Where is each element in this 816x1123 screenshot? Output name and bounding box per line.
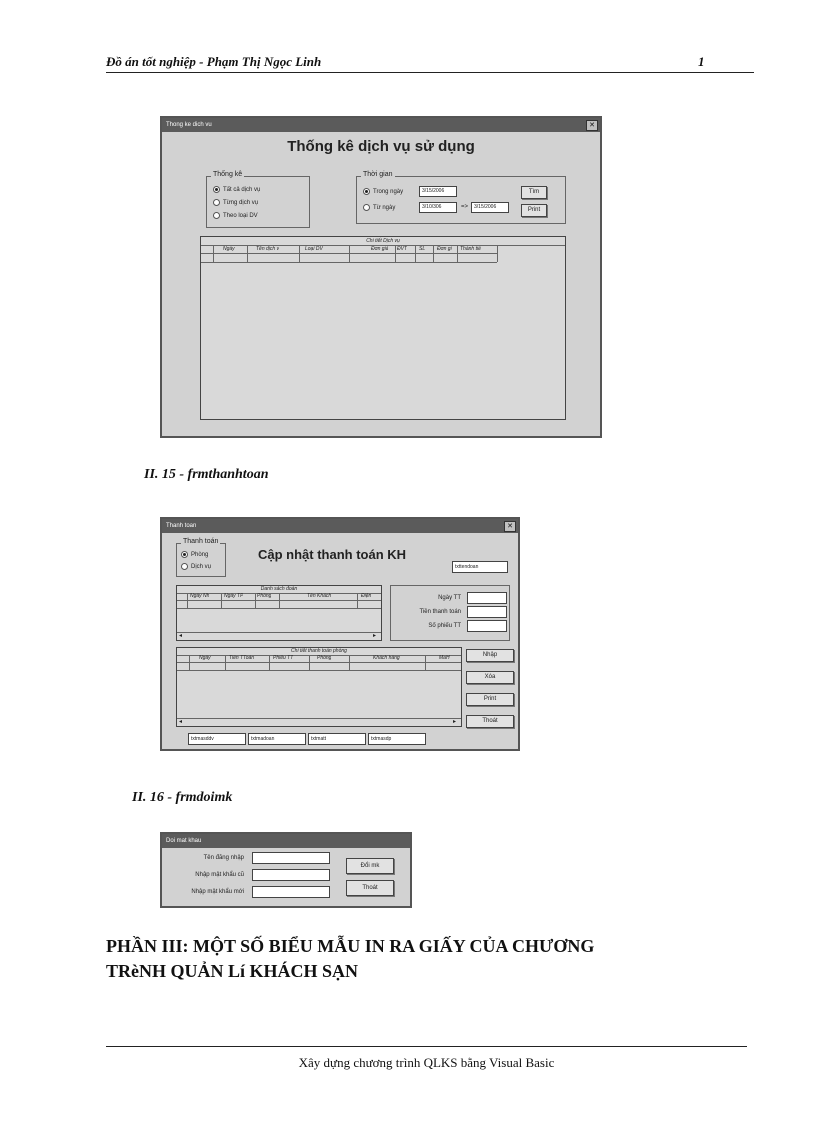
grid-column-header: MaH	[439, 655, 450, 661]
page-number: 1	[698, 54, 705, 69]
grid-column-header: SL	[419, 246, 426, 252]
form-thongke-title: Thong ke dich vu	[166, 122, 212, 128]
form-doimk-titlebar	[162, 834, 410, 848]
radio-selected-icon	[213, 186, 220, 193]
mat-khau-cu-input[interactable]	[252, 869, 330, 881]
xoa-button[interactable]: Xóa	[466, 671, 514, 684]
section-heading-line2: TRèNH QUẢN Lí KHÁCH SẠN	[106, 961, 359, 981]
date-to-input[interactable]: 3/15/2006	[471, 202, 509, 213]
thanhtoan-info-box	[390, 585, 510, 641]
so-phieu-tt-input[interactable]	[467, 620, 507, 632]
option-tat-ca-dich-vu[interactable]: Tất cả dịch vụ	[213, 186, 260, 193]
grid-column-header: Tên Khách	[307, 593, 332, 599]
page-footer: Xây dựng chương trình QLKS bằng Visual Basic	[298, 1055, 555, 1070]
ngaytt-input[interactable]	[467, 592, 507, 604]
form-thanhtoan-heading: Cập nhật thanh toán KH	[258, 547, 407, 562]
radio-icon	[213, 212, 220, 219]
ngaytt-label: Ngày TT	[438, 595, 461, 601]
form-doimk-window	[160, 832, 412, 908]
grid-column-header: Tiền TToán	[229, 655, 255, 661]
doi-mk-button[interactable]: Đổi mk	[346, 858, 394, 874]
grid-column-header: Thành tiề	[460, 246, 481, 252]
option-tung-dich-vu[interactable]: Từng dịch vụ	[213, 199, 258, 206]
danhsach-doan-grid[interactable]	[176, 585, 382, 641]
grid-column-header: Điện	[361, 593, 372, 599]
grid-column-header: Phòng	[257, 593, 272, 599]
grid-column-header: Phiếu TT	[273, 655, 294, 661]
close-icon[interactable]: ✕	[586, 120, 598, 131]
masddv-input[interactable]: txtmasddv	[188, 733, 246, 745]
form-thanhtoan-titlebar	[162, 519, 518, 533]
scroll-right-icon[interactable]: ▸	[373, 633, 377, 639]
tien-thanh-toan-label: Tiền thanh toán	[419, 609, 461, 615]
thanhtoan-group-label: Thanh toán	[183, 538, 219, 545]
thoigian-group-label: Thời gian	[363, 171, 393, 178]
chitiet-dichvu-grid[interactable]	[200, 236, 566, 420]
ten-dang-nhap-label: Tên đăng nhập	[203, 855, 244, 861]
section-heading	[106, 934, 746, 984]
thongke-group-label: Thống kê	[213, 171, 243, 178]
print-button[interactable]: Print	[466, 693, 514, 706]
thoigian-groupbox	[356, 171, 566, 224]
so-phieu-tt-label: Số phiếu TT	[428, 623, 461, 629]
mat-khau-moi-label: Nhập mật khẩu mới	[191, 889, 244, 895]
section-heading-line1: PHẦN III: MỘT SỐ BIỂU MẪU IN RA GIẤY CỦA CHƯƠNG	[106, 936, 595, 956]
grid-column-header: Loại DV	[305, 246, 323, 252]
date-single-input[interactable]: 3/15/2006	[419, 186, 457, 197]
grid-column-header: Đơn gi	[437, 246, 452, 252]
scroll-left-icon[interactable]: ◂	[179, 633, 183, 639]
tim-button[interactable]: Tìm	[521, 186, 547, 199]
page-header-title: Đồ án tốt nghiệp - Phạm Thị Ngọc Linh	[106, 54, 322, 69]
thanhtoan-groupbox	[176, 538, 226, 577]
date-from-input[interactable]: 3/10/306	[419, 202, 457, 213]
chitiet-thanhtoan-grid[interactable]	[176, 647, 462, 727]
radio-icon	[181, 563, 188, 570]
grid-caption: Chi tiết Dịch vụ	[366, 238, 400, 244]
matt-input[interactable]: txtmatt	[308, 733, 366, 745]
form-thanhtoan-window	[160, 517, 520, 751]
thongke-groupbox	[206, 171, 310, 228]
madoan-input[interactable]: txtmadoan	[248, 733, 306, 745]
grid-column-header: Phòng	[317, 655, 332, 661]
radio-selected-icon	[363, 188, 370, 195]
header-rule	[106, 72, 754, 73]
option-phong[interactable]: Phòng	[181, 551, 208, 558]
nhap-button[interactable]: Nhập	[466, 649, 514, 662]
thoat-button[interactable]: Thoát	[466, 715, 514, 728]
grid-caption: Chi tiết thanh toán phòng	[291, 648, 347, 654]
grid-column-header: Ngày Nh	[190, 593, 210, 599]
scroll-right-icon[interactable]: ▸	[453, 719, 457, 725]
date-range-arrow: =>	[461, 204, 469, 210]
mat-khau-cu-label: Nhập mật khẩu cũ	[195, 872, 244, 878]
footer-rule	[106, 1046, 747, 1047]
grid-column-header: Đơn giá	[371, 246, 389, 252]
option-dich-vu[interactable]: Dịch vụ	[181, 563, 211, 570]
form-doimk-title: Doi mat khau	[166, 838, 202, 844]
grid-column-header: ĐVT	[397, 246, 407, 252]
grid-column-header: Ngày TP	[224, 593, 244, 599]
radio-icon	[213, 199, 220, 206]
tien-thanh-toan-input[interactable]	[467, 606, 507, 618]
grid-column-header: Tên dịch v	[256, 246, 280, 252]
grid-column-header: Ngày	[223, 246, 235, 252]
masdp-input[interactable]: txtmasdp	[368, 733, 426, 745]
form-thongke-heading: Thống kê dịch vụ sử dụng	[287, 138, 475, 155]
form-thanhtoan-title: Thanh toan	[166, 523, 197, 529]
grid-caption: Danh sách đoàn	[260, 586, 298, 592]
form-thongke-window	[160, 116, 602, 438]
option-tu-ngay[interactable]: Từ ngày	[363, 204, 395, 211]
tendoan-input[interactable]: txttendoan	[452, 561, 508, 573]
radio-icon	[363, 204, 370, 211]
close-icon[interactable]: ✕	[504, 521, 516, 532]
radio-selected-icon	[181, 551, 188, 558]
ten-dang-nhap-input[interactable]	[252, 852, 330, 864]
grid-column-header: Khách hàng	[373, 655, 400, 661]
form-thongke-titlebar	[162, 118, 600, 132]
option-theo-loai-dv[interactable]: Theo loại DV	[213, 212, 258, 219]
caption-frmdoimk: II. 16 - frmdoimk	[132, 790, 233, 805]
print-button[interactable]: Print	[521, 204, 547, 217]
caption-frmthanhtoan: II. 15 - frmthanhtoan	[144, 467, 269, 482]
scroll-left-icon[interactable]: ◂	[179, 719, 183, 725]
mat-khau-moi-input[interactable]	[252, 886, 330, 898]
grid-column-header: Ngày	[199, 655, 211, 661]
thoat-button[interactable]: Thoát	[346, 880, 394, 896]
option-trong-ngay[interactable]: Trong ngày	[363, 188, 403, 195]
